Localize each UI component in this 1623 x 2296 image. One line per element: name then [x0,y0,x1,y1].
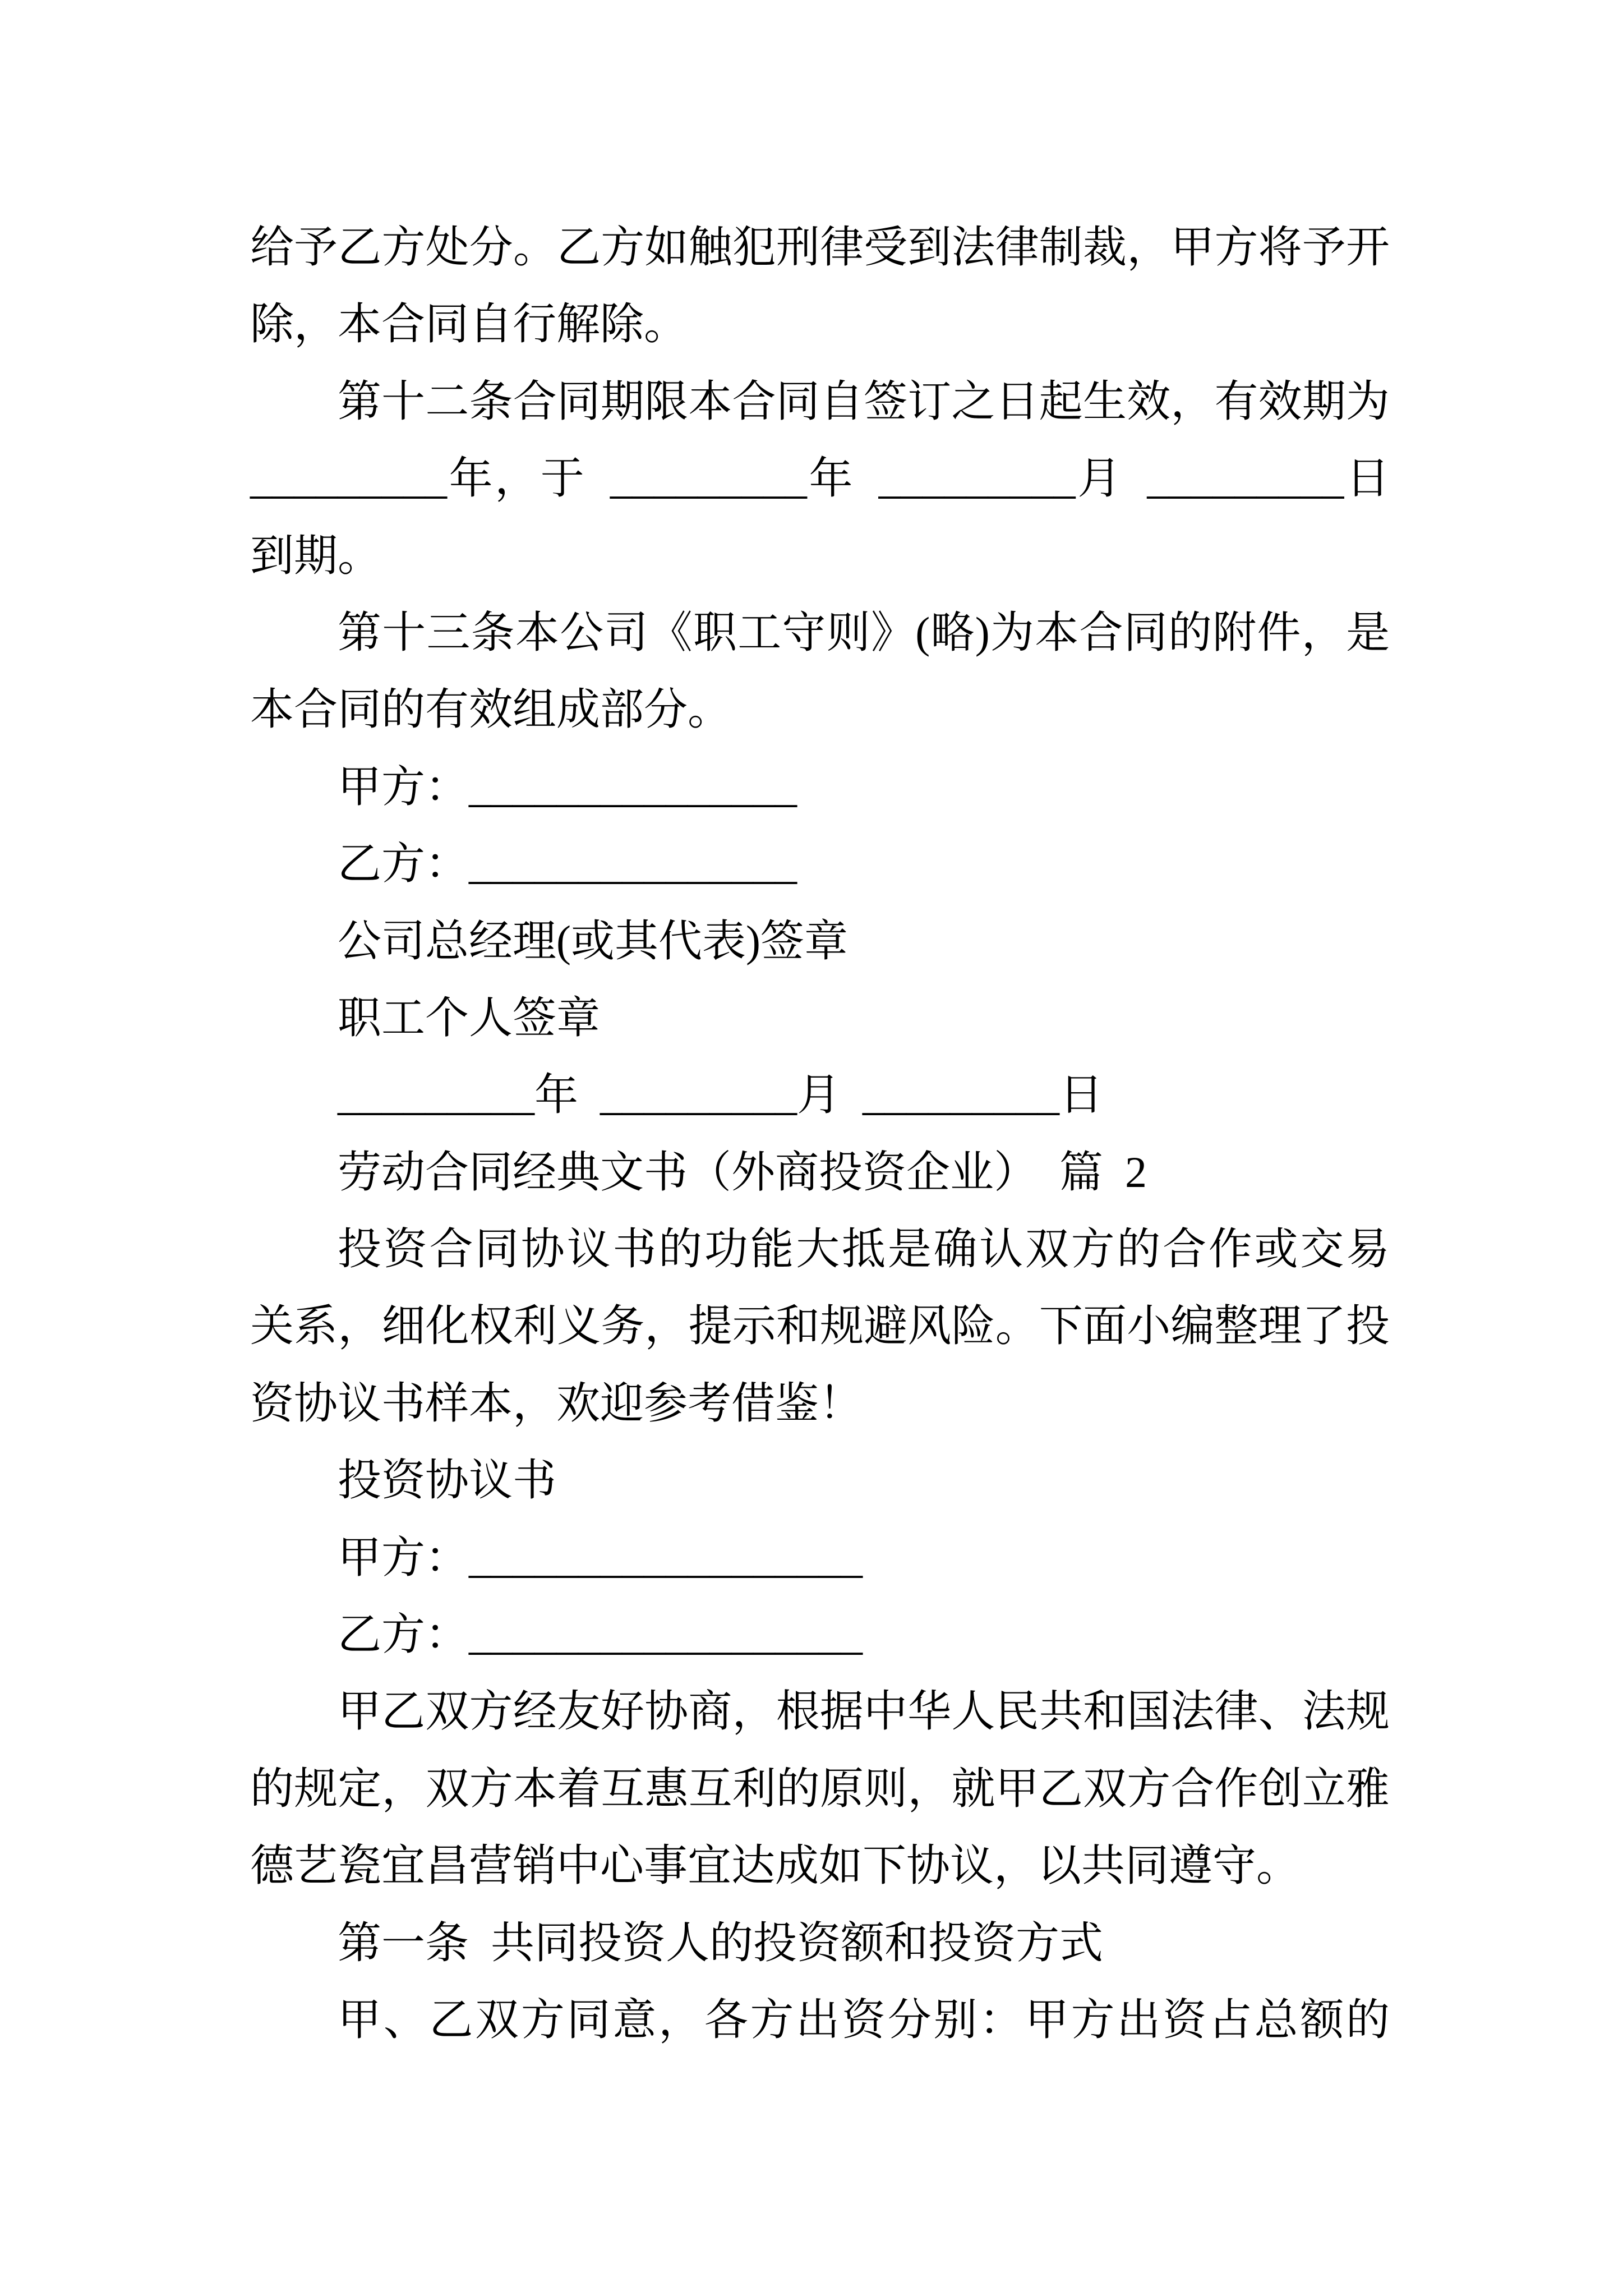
agreement-party-b-field: 乙方：__________________ [338,1610,863,1659]
signature-date-field: _________年 _________月 _________日 [338,1070,1104,1120]
party-b-signature-field: 乙方：_______________ [338,839,797,889]
signature-block [250,748,1390,1134]
paragraph-line: 到期。 [250,531,382,580]
section-heading [250,1134,1390,1211]
agreement-party-a-field: 甲方：__________________ [338,1533,863,1582]
agreement-preamble [250,1673,1390,1904]
employee-rules-clause [250,594,1390,748]
paragraph-line: 第十三条本公司《职工守则》(略)为本合同的附件，是 [338,608,1390,657]
paragraph-line: 甲、乙双方同意，各方出资分别：甲方出资占总额的 [338,1995,1390,2044]
paragraph-line: 本合同的有效组成部分。 [250,685,732,734]
paragraph-line: 给予乙方处分。乙方如触犯刑律受到法律制裁，甲方将予开 [250,223,1390,272]
paragraph-line: 关系，细化权利义务，提示和规避风险。下面小编整理了投 [250,1301,1390,1351]
employee-signature-label: 职工个人签章 [338,993,601,1042]
company-signature-label: 公司总经理(或其代表)签章 [338,916,848,965]
agreement-title: 投资协议书 [338,1456,557,1505]
investment-agreement [250,1442,1390,2058]
continued-paragraph [250,209,1390,363]
paragraph-line: 德艺瓷宜昌营销中心事宜达成如下协议，以共同遵守。 [250,1841,1301,1890]
article-body [250,1981,1390,2058]
section-heading-text: 劳动合同经典文书（外商投资企业） 篇 2 [338,1147,1147,1197]
contract-term-clause [250,363,1390,594]
intro-paragraph [250,1211,1390,1442]
paragraph-line: 资协议书样本，欢迎参考借鉴！ [250,1378,863,1428]
article-heading: 第一条 共同投资人的投资额和投资方式 [338,1918,1104,1967]
document-body [250,209,1390,2058]
party-a-signature-field: 甲方：_______________ [338,762,797,811]
paragraph-line: 投资合同协议书的功能大抵是确认双方的合作或交易 [338,1225,1390,1274]
paragraph-line: 第十二条合同期限本合同自签订之日起生效，有效期为 [338,376,1390,426]
paragraph-line: 甲乙双方经友好协商，根据中华人民共和国法律、法规 [338,1687,1390,1736]
paragraph-line: 除，本合同自行解除。 [250,300,688,349]
paragraph-line: 的规定，双方本着互惠互利的原则，就甲乙双方合作创立雅 [250,1764,1390,1813]
date-blank-line: _________年，于 _________年 _________月 _________日 [250,454,1390,503]
